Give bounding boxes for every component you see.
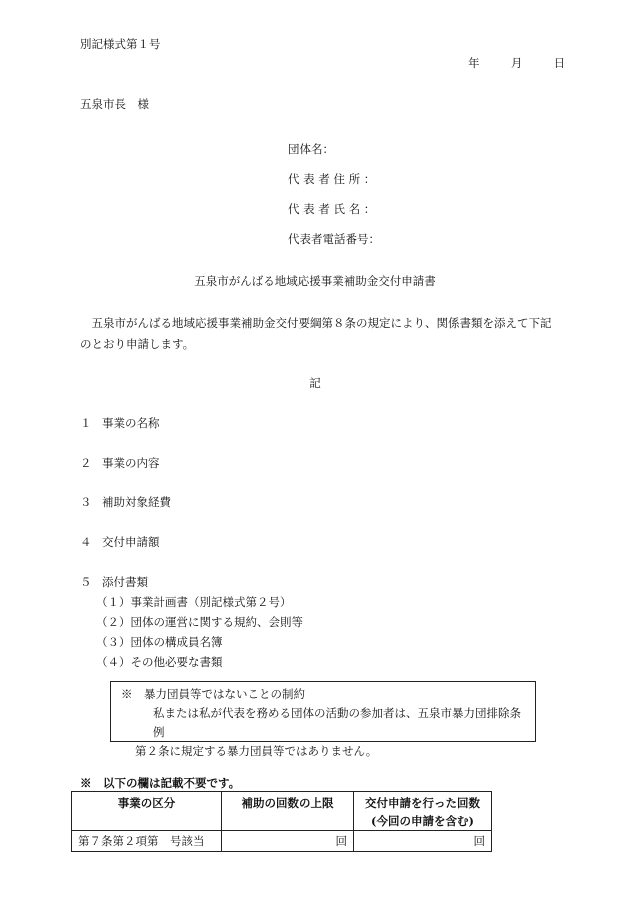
group-name-field: 団体名： — [288, 142, 334, 156]
addressee: 五泉市長 様 — [80, 97, 149, 111]
item-number: ２ — [80, 456, 92, 470]
cell-max-count: 回 — [222, 831, 354, 852]
cell-application-count: 回 — [354, 831, 492, 852]
header-application-count — [354, 792, 492, 831]
header-max-count: 補助の回数の上限 — [222, 792, 354, 831]
header-application-count-line2: (今回の申請を含む) — [371, 814, 474, 828]
item-4 — [80, 534, 160, 550]
form-number: 別記様式第１号 — [80, 37, 161, 51]
item-label: 事業の内容 — [102, 456, 160, 470]
attachment-1: （１）事業計画書（別記様式第２号） — [96, 595, 292, 609]
date-year: 年 — [468, 56, 480, 70]
item-number: ５ — [80, 575, 92, 589]
header-application-count-line1: 交付申請を行った回数 — [365, 796, 480, 810]
item-1 — [80, 415, 160, 431]
pledge-heading: ※ 暴力団員等ではないことの制約 — [121, 687, 305, 701]
sender-block — [288, 140, 380, 260]
date-day: 日 — [553, 56, 566, 70]
ki-heading: 記 — [309, 376, 321, 390]
item-5 — [80, 574, 148, 590]
item-label: 事業の名称 — [102, 416, 160, 430]
item-label: 補助対象経費 — [102, 495, 171, 509]
table-header-row — [72, 792, 492, 831]
item-number: ３ — [80, 495, 92, 509]
cell-category: 第７条第２項第 号該当 — [72, 831, 222, 852]
representative-name-field: 代 表 者 氏 名 ： — [288, 202, 376, 216]
representative-address-field: 代 表 者 住 所 ： — [288, 172, 376, 186]
header-category: 事業の区分 — [72, 792, 222, 831]
attachment-3: （３）団体の構成員名簿 — [96, 635, 223, 649]
attachment-2: （２）団体の運営に関する規約、会則等 — [96, 615, 303, 629]
attachment-4: （４）その他必要な書類 — [96, 655, 223, 669]
representative-phone-field: 代表者電話番号： — [288, 232, 380, 246]
item-number: １ — [80, 416, 92, 430]
office-use-table — [71, 791, 492, 852]
document-title: 五泉市がんばる地域応援事業補助金交付申請書 — [194, 274, 436, 288]
item-label: 交付申請額 — [102, 535, 160, 549]
item-3 — [80, 494, 171, 510]
body-text: 五泉市がんばる地域応援事業補助金交付要綱第８条の規定により、関係書類を添えて下記のとおり申請します。 — [80, 316, 552, 351]
pledge-line-2: 第２条に規定する暴力団員等ではありません。 — [135, 744, 378, 758]
pledge-box — [110, 681, 536, 758]
item-2 — [80, 455, 160, 471]
date-line — [468, 55, 565, 71]
date-month: 月 — [510, 56, 523, 70]
item-number: ４ — [80, 535, 92, 549]
footnote: ※ 以下の欄は記載不要です。 — [80, 776, 241, 790]
table-row — [72, 831, 492, 852]
pledge-line-1: 私または私が代表を務める団体の活動の参加者は、五泉市暴力団排除条例 — [153, 706, 521, 739]
item-label: 添付書類 — [102, 575, 148, 589]
